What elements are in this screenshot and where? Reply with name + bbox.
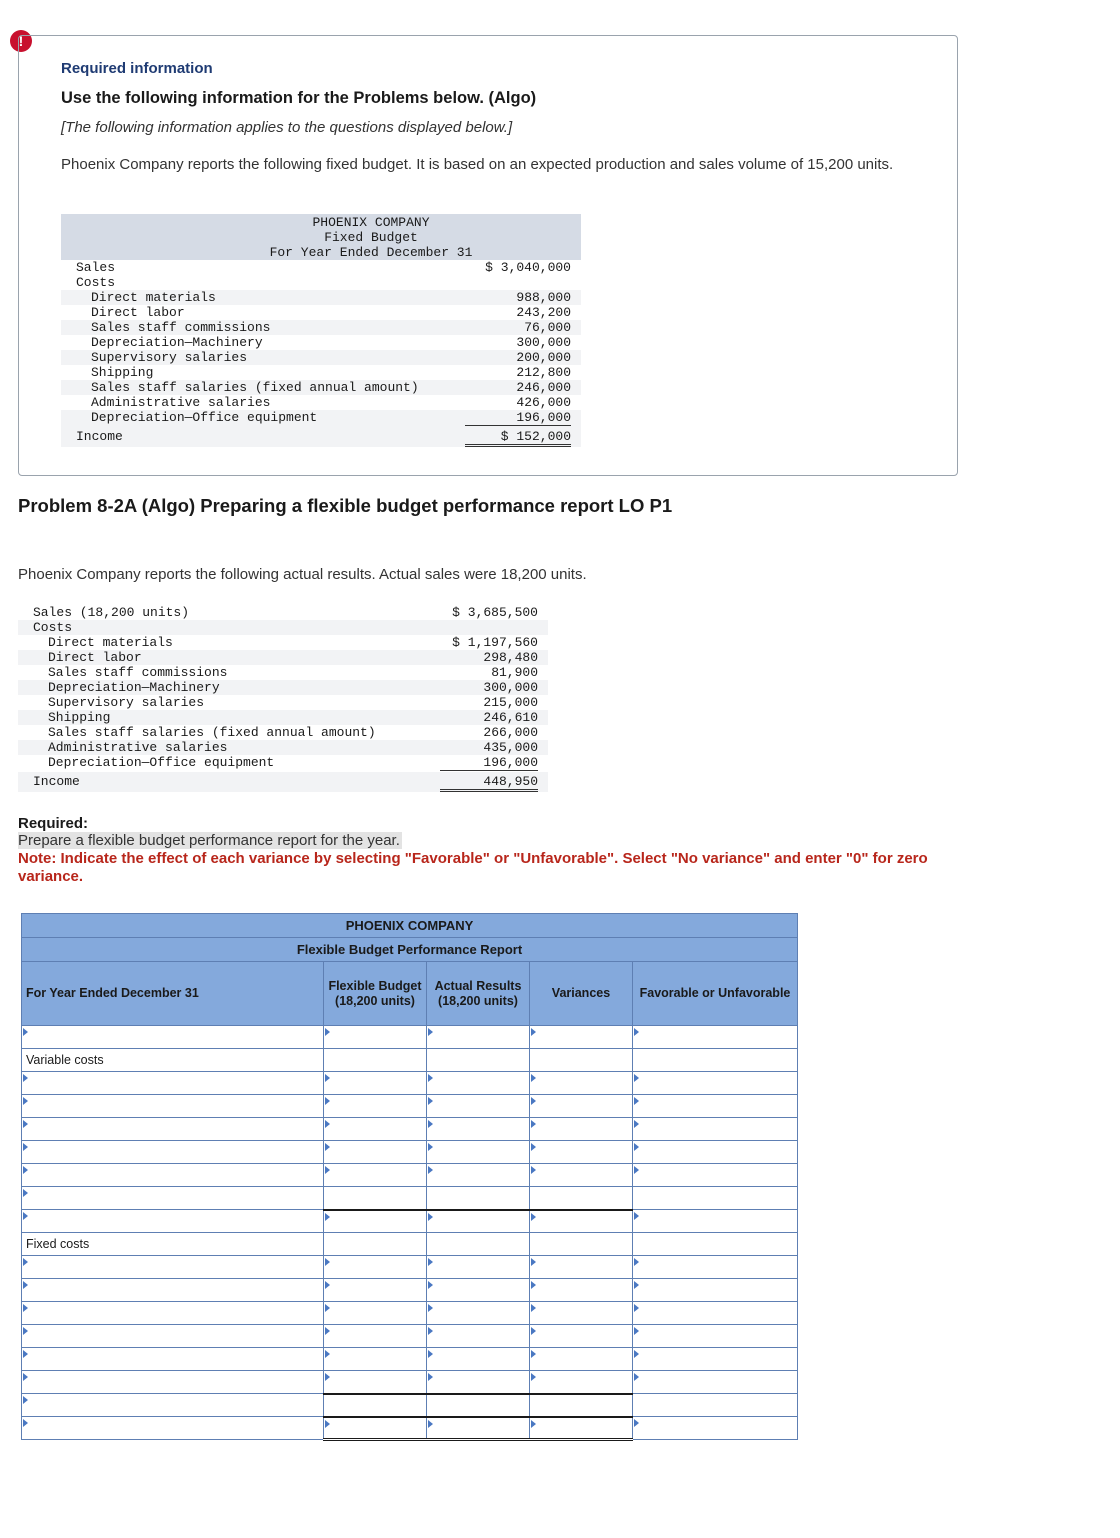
actual-cell[interactable] xyxy=(427,1325,530,1348)
account-input[interactable] xyxy=(22,1348,323,1370)
actual-input[interactable] xyxy=(427,1211,529,1233)
costs-label: Costs xyxy=(33,620,73,635)
fav-select[interactable] xyxy=(633,1141,798,1164)
total-variable-row xyxy=(22,1210,798,1233)
variance-cell[interactable] xyxy=(530,1325,633,1348)
sales-amount: $ 3,040,000 xyxy=(485,260,571,275)
cost-label: Direct materials xyxy=(48,635,173,650)
prepare-instruction: Prepare a flexible budget performance report for the year. xyxy=(18,832,400,849)
sales-row xyxy=(18,605,548,620)
cost-label: Depreciation—Machinery xyxy=(48,680,220,695)
cost-row xyxy=(18,740,548,755)
flexible-input[interactable] xyxy=(324,1095,426,1117)
fav-input[interactable] xyxy=(633,1394,797,1416)
report-title: Flexible Budget Performance Report xyxy=(22,938,798,962)
account-input[interactable] xyxy=(22,1095,323,1117)
applies-note: [The following information applies to the questions displayed below.] xyxy=(61,119,513,136)
income-label: Income xyxy=(33,774,80,789)
account-select[interactable] xyxy=(22,1026,324,1049)
actual-cell[interactable] xyxy=(427,1026,530,1049)
account-select[interactable] xyxy=(22,1302,324,1325)
variance-input[interactable] xyxy=(530,1325,632,1347)
flexible-input[interactable] xyxy=(324,1302,426,1324)
cost-label: Supervisory salaries xyxy=(48,695,205,710)
col-actual-header: Actual Results (18,200 units) xyxy=(427,962,530,1026)
cost-row xyxy=(18,710,548,725)
account-select[interactable] xyxy=(22,1210,324,1233)
cost-amount: 426,000 xyxy=(516,395,571,410)
fav-select[interactable] xyxy=(633,1417,798,1440)
required-info-label: Required information xyxy=(61,60,213,77)
variance-input[interactable] xyxy=(530,1141,632,1163)
fav-input[interactable] xyxy=(633,1371,797,1393)
cost-amount: 76,000 xyxy=(524,320,571,335)
variance-input[interactable] xyxy=(530,1118,632,1140)
cost-row xyxy=(18,725,548,740)
flexible-input[interactable] xyxy=(324,1395,426,1416)
report-row xyxy=(22,1279,798,1302)
income-amount: 448,950 xyxy=(440,774,538,792)
flexible-cell[interactable] xyxy=(324,1026,427,1049)
actual-cell[interactable] xyxy=(427,1417,530,1440)
cost-amount: 196,000 xyxy=(465,410,571,426)
account-input[interactable] xyxy=(22,1072,323,1094)
cost-amount: 266,000 xyxy=(483,725,538,740)
actual-cell[interactable] xyxy=(427,1095,530,1118)
actual-input[interactable] xyxy=(427,1371,529,1393)
flexible-input[interactable] xyxy=(324,1187,426,1209)
cost-label: Direct labor xyxy=(91,305,185,320)
actual-input[interactable] xyxy=(427,1395,529,1416)
fav-input[interactable] xyxy=(633,1417,797,1439)
fav-input[interactable] xyxy=(633,1325,797,1347)
actual-input[interactable] xyxy=(427,1418,529,1439)
cost-label: Depreciation—Office equipment xyxy=(48,755,275,770)
fixed-budget-statement xyxy=(61,214,581,447)
costs-row xyxy=(61,275,581,290)
income-total-row xyxy=(22,1417,798,1440)
account-input[interactable] xyxy=(22,1210,323,1232)
costs-label: Costs xyxy=(76,275,116,290)
variance-input[interactable] xyxy=(530,1418,632,1439)
flexible-input[interactable] xyxy=(324,1348,426,1370)
fav-select[interactable] xyxy=(633,1302,798,1325)
fav-input[interactable] xyxy=(633,1302,797,1324)
cost-row xyxy=(18,665,548,680)
empty-cell xyxy=(427,1233,530,1256)
cost-amount: 988,000 xyxy=(516,290,571,305)
fav-select[interactable] xyxy=(633,1210,798,1233)
performance-report-table xyxy=(21,913,798,1441)
income-label: Income xyxy=(76,429,123,444)
fav-input[interactable] xyxy=(633,1072,797,1094)
flexible-cell[interactable] xyxy=(324,1072,427,1095)
cost-label: Supervisory salaries xyxy=(91,350,248,365)
flexible-cell[interactable] xyxy=(324,1394,427,1417)
fav-input[interactable] xyxy=(633,1187,797,1209)
cost-amount: 298,480 xyxy=(483,650,538,665)
cost-amount: 200,000 xyxy=(516,350,571,365)
actual-input[interactable] xyxy=(427,1095,529,1117)
fixed-costs-label: Fixed costs xyxy=(22,1233,324,1256)
cost-row xyxy=(61,395,581,410)
flexible-cell[interactable] xyxy=(324,1210,427,1233)
fav-input[interactable] xyxy=(633,1279,797,1301)
flexible-cell[interactable] xyxy=(324,1187,427,1210)
actual-input[interactable] xyxy=(427,1026,529,1048)
report-row xyxy=(22,1141,798,1164)
fav-input[interactable] xyxy=(633,1095,797,1117)
variance-cell[interactable] xyxy=(530,1371,633,1394)
cost-amount: 435,000 xyxy=(483,740,538,755)
report-row xyxy=(22,1187,798,1210)
actual-cell[interactable] xyxy=(427,1256,530,1279)
actual-cell[interactable] xyxy=(427,1371,530,1394)
report-row xyxy=(22,1164,798,1187)
report-row xyxy=(22,1302,798,1325)
variance-cell[interactable] xyxy=(530,1302,633,1325)
actual-input[interactable] xyxy=(427,1279,529,1301)
sales-row xyxy=(61,260,581,275)
cost-label: Sales staff salaries (fixed annual amount) xyxy=(48,725,376,740)
account-select[interactable] xyxy=(22,1371,324,1394)
variance-cell[interactable] xyxy=(530,1026,633,1049)
flexible-input[interactable] xyxy=(324,1279,426,1301)
actual-cell[interactable] xyxy=(427,1164,530,1187)
flexible-input[interactable] xyxy=(324,1072,426,1094)
actual-input[interactable] xyxy=(427,1348,529,1370)
account-input[interactable] xyxy=(22,1026,323,1048)
variable-costs-label: Variable costs xyxy=(22,1049,324,1072)
flexible-input[interactable] xyxy=(324,1026,426,1048)
col-period-header: For Year Ended December 31 xyxy=(22,962,324,1026)
flexible-cell[interactable] xyxy=(324,1118,427,1141)
cost-amount: 215,000 xyxy=(483,695,538,710)
cost-amount: 300,000 xyxy=(516,335,571,350)
flexible-cell[interactable] xyxy=(324,1279,427,1302)
cost-amount: 196,000 xyxy=(440,755,538,771)
empty-cell xyxy=(633,1233,798,1256)
fav-input[interactable] xyxy=(633,1210,797,1232)
actual-intro: Phoenix Company reports the following actual results. Actual sales were 18,200 units. xyxy=(18,566,587,583)
required-heading: Required: xyxy=(18,815,89,832)
account-input[interactable] xyxy=(22,1118,323,1140)
sales-label: Sales xyxy=(76,260,116,275)
variance-input[interactable] xyxy=(530,1371,632,1393)
variance-input[interactable] xyxy=(530,1026,632,1048)
variance-cell[interactable] xyxy=(530,1279,633,1302)
variance-input[interactable] xyxy=(530,1395,632,1416)
statement-header xyxy=(61,214,581,260)
account-input[interactable] xyxy=(22,1187,323,1209)
cost-amount: 212,800 xyxy=(516,365,571,380)
cost-row xyxy=(18,650,548,665)
report-row xyxy=(22,1026,798,1049)
variance-cell[interactable] xyxy=(530,1187,633,1210)
empty-cell xyxy=(427,1049,530,1072)
account-select[interactable] xyxy=(22,1187,324,1210)
flexible-input[interactable] xyxy=(324,1325,426,1347)
income-row xyxy=(61,427,581,447)
cost-amount: $ 1,197,560 xyxy=(452,635,538,650)
use-info-heading: Use the following information for the Problems below. (Algo) xyxy=(61,89,537,107)
variance-input[interactable] xyxy=(530,1279,632,1301)
cost-label: Depreciation—Office equipment xyxy=(91,410,318,425)
actual-cell[interactable] xyxy=(427,1210,530,1233)
statement-title: Fixed Budget xyxy=(324,230,418,245)
report-row xyxy=(22,1256,798,1279)
cost-row xyxy=(61,290,581,305)
flexible-input[interactable] xyxy=(324,1118,426,1140)
flexible-input[interactable] xyxy=(324,1141,426,1163)
cost-row xyxy=(18,635,548,650)
variable-costs-row xyxy=(22,1049,798,1072)
fav-select[interactable] xyxy=(633,1325,798,1348)
cost-row xyxy=(18,680,548,695)
fixed-budget-intro: Phoenix Company reports the following fixed budget. It is based on an expected production and sales volume of 15,200 units. xyxy=(61,156,894,173)
actual-input[interactable] xyxy=(427,1256,529,1278)
report-row xyxy=(22,1371,798,1394)
flexible-cell[interactable] xyxy=(324,1095,427,1118)
account-select[interactable] xyxy=(22,1095,324,1118)
cost-label: Direct materials xyxy=(91,290,216,305)
cost-row xyxy=(61,305,581,320)
actual-cell[interactable] xyxy=(427,1187,530,1210)
total-fixed-row xyxy=(22,1394,798,1417)
actual-input[interactable] xyxy=(427,1164,529,1186)
account-input[interactable] xyxy=(22,1394,323,1416)
account-input[interactable] xyxy=(22,1417,323,1439)
account-select[interactable] xyxy=(22,1325,324,1348)
fav-select[interactable] xyxy=(633,1072,798,1095)
variance-cell[interactable] xyxy=(530,1095,633,1118)
fav-select[interactable] xyxy=(633,1026,798,1049)
flexible-cell[interactable] xyxy=(324,1141,427,1164)
variance-input[interactable] xyxy=(530,1164,632,1186)
flexible-input[interactable] xyxy=(324,1211,426,1233)
col-fav-header: Favorable or Unfavorable xyxy=(633,962,798,1026)
empty-cell xyxy=(633,1049,798,1072)
cost-label: Direct labor xyxy=(48,650,142,665)
cost-label: Sales staff salaries (fixed annual amount) xyxy=(91,380,419,395)
empty-cell xyxy=(530,1049,633,1072)
account-select[interactable] xyxy=(22,1164,324,1187)
report-row xyxy=(22,1072,798,1095)
report-row xyxy=(22,1118,798,1141)
fav-input[interactable] xyxy=(633,1164,797,1186)
cost-row xyxy=(18,755,548,772)
account-input[interactable] xyxy=(22,1256,323,1278)
income-row xyxy=(18,772,548,792)
flexible-input[interactable] xyxy=(324,1418,426,1439)
fav-select[interactable] xyxy=(633,1279,798,1302)
variance-input[interactable] xyxy=(530,1211,632,1233)
cost-label: Sales staff commissions xyxy=(48,665,228,680)
variance-cell[interactable] xyxy=(530,1118,633,1141)
account-select[interactable] xyxy=(22,1279,324,1302)
statement-period: For Year Ended December 31 xyxy=(269,245,473,260)
variance-cell[interactable] xyxy=(530,1348,633,1371)
flexible-cell[interactable] xyxy=(324,1325,427,1348)
sales-amount: $ 3,685,500 xyxy=(452,605,538,620)
account-select[interactable] xyxy=(22,1256,324,1279)
variance-cell[interactable] xyxy=(530,1164,633,1187)
actual-cell[interactable] xyxy=(427,1279,530,1302)
variance-note: Note: Indicate the effect of each variance by selecting "Favorable" or "Unfavorable". Select "No variance" and enter "0" for zero variance. xyxy=(18,850,928,885)
variance-input[interactable] xyxy=(530,1072,632,1094)
variance-input[interactable] xyxy=(530,1187,632,1209)
cost-amount: 243,200 xyxy=(516,305,571,320)
cost-row xyxy=(61,410,581,427)
fav-select[interactable] xyxy=(633,1256,798,1279)
account-select[interactable] xyxy=(22,1348,324,1371)
variance-input[interactable] xyxy=(530,1348,632,1370)
variance-input[interactable] xyxy=(530,1302,632,1324)
empty-cell xyxy=(530,1233,633,1256)
cost-row xyxy=(18,695,548,710)
account-select[interactable] xyxy=(22,1141,324,1164)
actual-input[interactable] xyxy=(427,1302,529,1324)
empty-cell xyxy=(324,1233,427,1256)
variance-input[interactable] xyxy=(530,1256,632,1278)
col-variances-header: Variances xyxy=(530,962,633,1026)
actual-input[interactable] xyxy=(427,1325,529,1347)
fav-select[interactable] xyxy=(633,1095,798,1118)
cost-label: Depreciation—Machinery xyxy=(91,335,263,350)
cost-amount: 300,000 xyxy=(483,680,538,695)
variance-cell[interactable] xyxy=(530,1417,633,1440)
fav-input[interactable] xyxy=(633,1118,797,1140)
cost-row xyxy=(61,380,581,395)
alert-icon: ! xyxy=(10,30,32,52)
cost-label: Administrative salaries xyxy=(91,395,271,410)
statement-company: PHOENIX COMPANY xyxy=(312,215,430,230)
account-input[interactable] xyxy=(22,1279,323,1301)
cost-label: Sales staff commissions xyxy=(91,320,271,335)
cost-row xyxy=(61,320,581,335)
fav-select[interactable] xyxy=(633,1348,798,1371)
actual-input[interactable] xyxy=(427,1072,529,1094)
problem-title: Problem 8-2A (Algo) Preparing a flexible budget performance report LO P1 xyxy=(18,495,673,516)
variance-input[interactable] xyxy=(530,1095,632,1117)
actual-cell[interactable] xyxy=(427,1118,530,1141)
report-company: PHOENIX COMPANY xyxy=(22,914,798,938)
flexible-cell[interactable] xyxy=(324,1417,427,1440)
cost-label: Shipping xyxy=(91,365,154,380)
cost-amount: 246,610 xyxy=(483,710,538,725)
fav-select[interactable] xyxy=(633,1394,798,1417)
actual-cell[interactable] xyxy=(427,1072,530,1095)
variance-cell[interactable] xyxy=(530,1210,633,1233)
cost-row xyxy=(61,335,581,350)
account-select[interactable] xyxy=(22,1417,324,1440)
report-row xyxy=(22,1095,798,1118)
cost-row xyxy=(61,350,581,365)
account-input[interactable] xyxy=(22,1325,323,1347)
income-amount: $ 152,000 xyxy=(465,429,571,447)
flexible-cell[interactable] xyxy=(324,1164,427,1187)
col-flexible-header: Flexible Budget (18,200 units) xyxy=(324,962,427,1026)
fav-select[interactable] xyxy=(633,1187,798,1210)
actual-cell[interactable] xyxy=(427,1302,530,1325)
sales-label: Sales (18,200 units) xyxy=(33,605,190,620)
account-select[interactable] xyxy=(22,1394,324,1417)
report-row xyxy=(22,1348,798,1371)
costs-row xyxy=(18,620,548,635)
actual-input[interactable] xyxy=(427,1187,529,1209)
variance-cell[interactable] xyxy=(530,1072,633,1095)
account-input[interactable] xyxy=(22,1141,323,1163)
fav-select[interactable] xyxy=(633,1118,798,1141)
fav-select[interactable] xyxy=(633,1164,798,1187)
actual-cell[interactable] xyxy=(427,1348,530,1371)
fav-select[interactable] xyxy=(633,1371,798,1394)
flexible-input[interactable] xyxy=(324,1371,426,1393)
fav-input[interactable] xyxy=(633,1141,797,1163)
account-select[interactable] xyxy=(22,1118,324,1141)
flexible-input[interactable] xyxy=(324,1256,426,1278)
actual-results-statement xyxy=(18,605,548,792)
fav-input[interactable] xyxy=(633,1026,797,1048)
cost-amount: 246,000 xyxy=(516,380,571,395)
variance-cell[interactable] xyxy=(530,1256,633,1279)
actual-cell[interactable] xyxy=(427,1394,530,1417)
empty-cell xyxy=(324,1049,427,1072)
actual-input[interactable] xyxy=(427,1118,529,1140)
cost-amount: 81,900 xyxy=(491,665,538,680)
variance-cell[interactable] xyxy=(530,1141,633,1164)
flexible-cell[interactable] xyxy=(324,1348,427,1371)
cost-label: Administrative salaries xyxy=(48,740,228,755)
report-row xyxy=(22,1325,798,1348)
fixed-costs-row xyxy=(22,1233,798,1256)
flexible-cell[interactable] xyxy=(324,1256,427,1279)
fav-input[interactable] xyxy=(633,1348,797,1370)
actual-cell[interactable] xyxy=(427,1141,530,1164)
variance-cell[interactable] xyxy=(530,1394,633,1417)
flexible-cell[interactable] xyxy=(324,1302,427,1325)
actual-input[interactable] xyxy=(427,1141,529,1163)
cost-label: Shipping xyxy=(48,710,111,725)
account-input[interactable] xyxy=(22,1302,323,1324)
account-select[interactable] xyxy=(22,1072,324,1095)
account-input[interactable] xyxy=(22,1371,323,1393)
flexible-input[interactable] xyxy=(324,1164,426,1186)
account-input[interactable] xyxy=(22,1164,323,1186)
flexible-cell[interactable] xyxy=(324,1371,427,1394)
cost-row xyxy=(61,365,581,380)
fav-input[interactable] xyxy=(633,1256,797,1278)
